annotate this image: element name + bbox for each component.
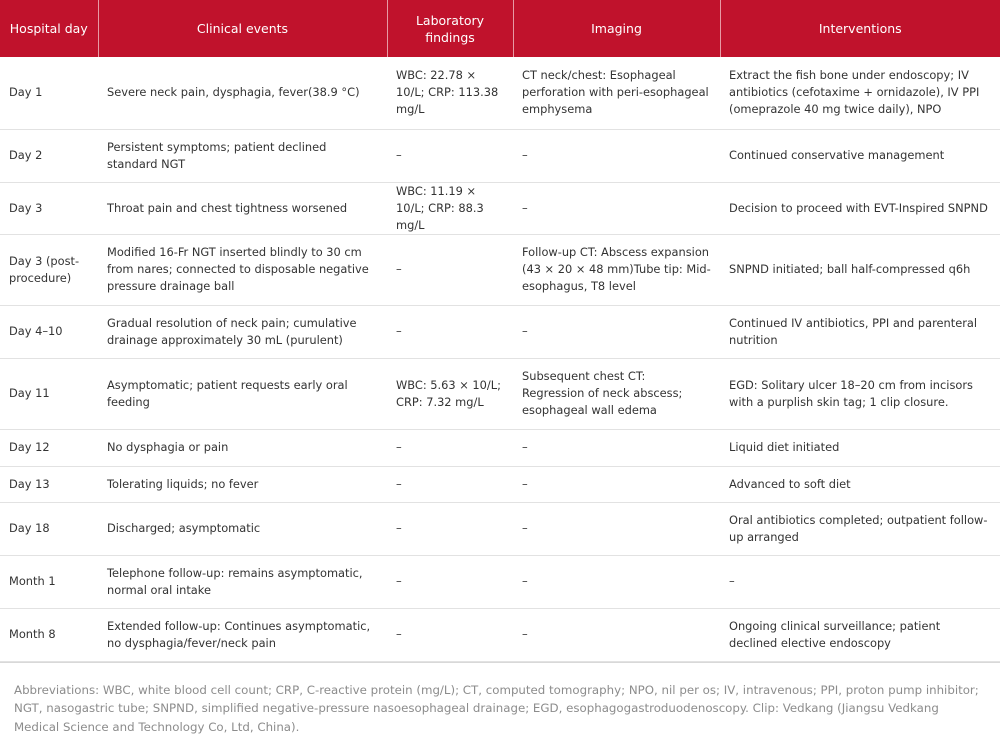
cell-day: Day 3 (post-procedure) (0, 234, 98, 305)
cell-day: Day 3 (0, 182, 98, 234)
header-hospital-day: Hospital day (0, 0, 98, 57)
cell-interventions: Continued IV antibiotics, PPI and parenteral nutrition (720, 305, 1000, 358)
table-row (0, 129, 1000, 182)
table-row (0, 502, 1000, 555)
cell-interventions: Decision to proceed with EVT-Inspired SNPND (720, 182, 1000, 234)
cell-interventions: – (720, 555, 1000, 608)
cell-imaging: Subsequent chest CT: Regression of neck abscess; esophageal wall edema (513, 358, 720, 429)
cell-day: Day 13 (0, 466, 98, 502)
cell-imaging: Follow-up CT: Abscess expansion (43 × 20 × 48 mm)Tube tip: Mid-esophagus, T8 level (513, 234, 720, 305)
cell-interventions: Liquid diet initiated (720, 429, 1000, 466)
cell-imaging: – (513, 182, 720, 234)
cell-events: Asymptomatic; patient requests early oral feeding (98, 358, 387, 429)
cell-day: Month 8 (0, 608, 98, 661)
table-row (0, 608, 1000, 661)
cell-lab: WBC: 11.19 × 10/L; CRP: 88.3 mg/L (387, 182, 513, 234)
cell-events: Modified 16-Fr NGT inserted blindly to 30 cm from nares; connected to disposable negative pressure drainage ball (98, 234, 387, 305)
cell-lab: WBC: 5.63 × 10/L; CRP: 7.32 mg/L (387, 358, 513, 429)
cell-imaging: – (513, 466, 720, 502)
cell-interventions: EGD: Solitary ulcer 18–20 cm from incisors with a purplish skin tag; 1 clip closure. (720, 358, 1000, 429)
cell-day: Day 2 (0, 129, 98, 182)
cell-interventions: Oral antibiotics completed; outpatient follow-up arranged (720, 502, 1000, 555)
table-row (0, 182, 1000, 234)
cell-imaging: – (513, 502, 720, 555)
cell-events: No dysphagia or pain (98, 429, 387, 466)
header-clinical-events: Clinical events (98, 0, 387, 57)
cell-lab: – (387, 234, 513, 305)
cell-events: Severe neck pain, dysphagia, fever(38.9 °C) (98, 57, 387, 129)
table-row (0, 429, 1000, 466)
cell-interventions: Extract the fish bone under endoscopy; IV antibiotics (cefotaxime + ornidazole), IV PPI (omeprazole 40 mg twice daily), NPO (720, 57, 1000, 129)
cell-interventions: Advanced to soft diet (720, 466, 1000, 502)
cell-day: Day 18 (0, 502, 98, 555)
cell-events: Telephone follow-up: remains asymptomatic, normal oral intake (98, 555, 387, 608)
cell-imaging: CT neck/chest: Esophageal perforation with peri-esophageal emphysema (513, 57, 720, 129)
cell-day: Month 1 (0, 555, 98, 608)
table-footnote: Abbreviations: WBC, white blood cell count; CRP, C-reactive protein (mg/L); CT, computed tomography; NPO, nil per os; IV, intravenous; PPI, proton pump inhibitor; NGT, nasogastric tube; SNPND, simplified negative-pressure nasoesophageal drainage; EGD, esophagogastroduodenoscopy. Clip: Vedkang (Jiangsu Vedkang Medical Science and Technology Co, Ltd, China). (0, 662, 1000, 732)
table-row (0, 466, 1000, 502)
cell-lab: – (387, 429, 513, 466)
cell-imaging: – (513, 129, 720, 182)
cell-lab: – (387, 608, 513, 661)
header-laboratory-findings: Laboratory findings (387, 0, 513, 57)
cell-imaging: – (513, 555, 720, 608)
cell-lab: – (387, 129, 513, 182)
header-imaging: Imaging (513, 0, 720, 57)
table-row (0, 555, 1000, 608)
cell-imaging: – (513, 305, 720, 358)
cell-events: Discharged; asymptomatic (98, 502, 387, 555)
cell-events: Persistent symptoms; patient declined standard NGT (98, 129, 387, 182)
cell-imaging: – (513, 429, 720, 466)
cell-interventions: Continued conservative management (720, 129, 1000, 182)
cell-events: Gradual resolution of neck pain; cumulative drainage approximately 30 mL (purulent) (98, 305, 387, 358)
cell-events: Tolerating liquids; no fever (98, 466, 387, 502)
cell-lab: – (387, 502, 513, 555)
cell-imaging: – (513, 608, 720, 661)
table-header-row (0, 0, 1000, 57)
cell-day: Day 12 (0, 429, 98, 466)
table-row (0, 234, 1000, 305)
cell-lab: WBC: 22.78 × 10/L; CRP: 113.38 mg/L (387, 57, 513, 129)
header-interventions: Interventions (720, 0, 1000, 57)
cell-day: Day 4–10 (0, 305, 98, 358)
cell-day: Day 11 (0, 358, 98, 429)
cell-lab: – (387, 305, 513, 358)
table-row (0, 57, 1000, 129)
table-row (0, 358, 1000, 429)
cell-lab: – (387, 466, 513, 502)
cell-lab: – (387, 555, 513, 608)
cell-events: Throat pain and chest tightness worsened (98, 182, 387, 234)
cell-day: Day 1 (0, 57, 98, 129)
table-row (0, 305, 1000, 358)
cell-interventions: SNPND initiated; ball half-compressed q6h (720, 234, 1000, 305)
cell-interventions: Ongoing clinical surveillance; patient declined elective endoscopy (720, 608, 1000, 661)
cell-events: Extended follow-up: Continues asymptomatic, no dysphagia/fever/neck pain (98, 608, 387, 661)
